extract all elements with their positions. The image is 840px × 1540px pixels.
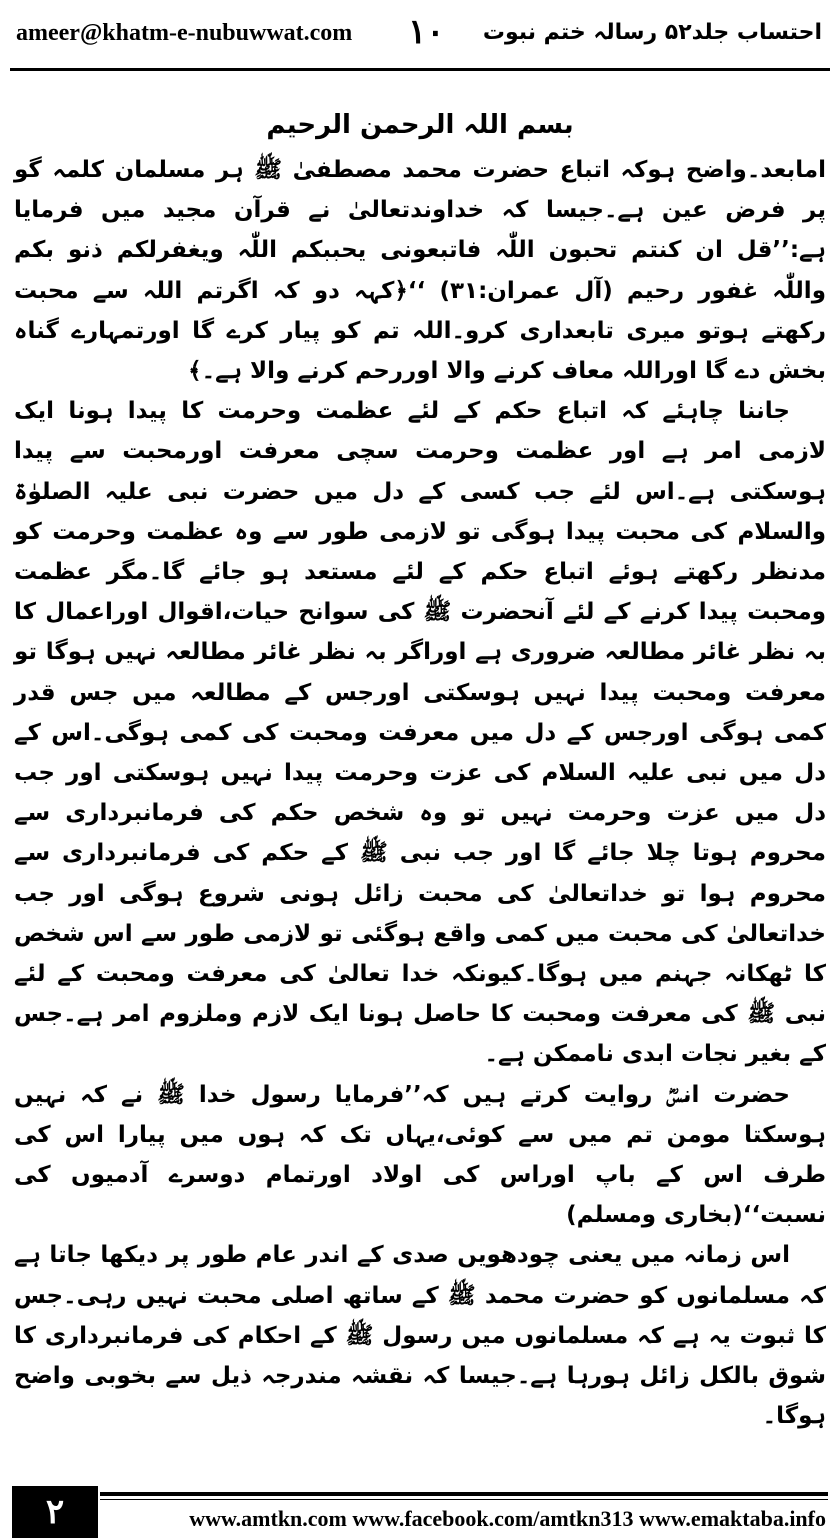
header-email: ameer@khatm-e-nubuwwat.com	[16, 20, 353, 46]
paragraph-2: جاننا چاہئے کہ اتباع حکم کے لئے عظمت وحرمت کا پیدا ہونا ایک لازمی امر ہے اور عظمت وحرمت سچی معرفت اورمحبت سے پیدا ہوسکتی ہے۔اس لئے جب کسی کے دل میں حضرت نبی علیہ الصلوٰۃ والسلام کی محبت پیدا ہوگی تو لازمی طور سے وہ عظمت وحرمت کو مدنظر رکھتے ہوئے اتباع حکم کے لئے مستعد ہو جائے گا۔مگر عظمت ومحبت پیدا کرنے کے لئے آنحضرت ﷺ کی سوانح حیات،اقوال اوراعمال کا بہ نظر غائر مطالعہ ضروری ہے اوراگر بہ نظر غائر مطالعہ نہیں ہوگا تو معرفت ومحبت پیدا نہیں ہوسکتی اورجس کے مطالعہ میں جس قدر کمی ہوگی اورجس کے دل میں معرفت ومحبت کی کمی ہوگی۔اس کے دل میں نبی علیہ السلام کی عزت وحرمت پیدا نہیں ہوسکتی اور جب دل میں عزت وحرمت نہیں تو وہ شخص حکم کی فرمانبرداری سے محروم ہوتا چلا جائے گا اور جب نبی ﷺ کے حکم کی فرمانبرداری سے محروم ہوا تو خداتعالیٰ کی محبت زائل ہونی شروع ہوگی اور جب خداتعالیٰ کی محبت میں کمی واقع ہوگئی تو لازمی طور سے اس شخص کا ٹھکانہ جہنم میں ہوگا۔کیونکہ خدا تعالیٰ کی معرفت ومحبت کے لئے نبی ﷺ کی معرفت ومحبت کا حاصل ہونا ایک لازم وملزوم امر ہے۔جس کے بغیر نجات ابدی ناممکن ہے۔	[14, 398, 826, 1068]
header-divider	[10, 68, 830, 71]
footer-divider	[100, 1492, 828, 1496]
page-footer	[0, 1482, 840, 1540]
header-page-number: ۱۰	[408, 14, 445, 51]
footer-page-number: ۲	[12, 1486, 98, 1538]
header-title: احتساب جلد۵۲ رسالہ ختم نبوت	[482, 20, 822, 45]
paragraph-1: امابعد۔واضح ہوکہ اتباع حضرت محمد مصطفیٰ ﷺ ہر مسلمان کلمہ گو پر فرض عین ہے۔جیسا کہ خداوندتعالیٰ نے قرآن مجید میں فرمایا ہے:’’قل ان کنتم تحبون اللّٰہ فاتبعونی یحببکم اللّٰہ ویغفرلکم ذنو بکم واللّٰہ غفور رحیم (آل عمران:۳۱) ‘‘﴿کہہ دو کہ اگرتم اللہ سے محبت رکھتے ہوتو میری تابعداری کرو۔اللہ تم کو پیار کرے گا اورتمہارے گناہ بخش دے گا اوراللہ معاف کرنے والا اوررحم کرنے والا ہے۔﴾	[14, 157, 826, 385]
footer-divider-thin	[100, 1499, 828, 1500]
paragraph-4: اس زمانہ میں یعنی چودھویں صدی کے اندر عام طور پر دیکھا جاتا ہے کہ مسلمانوں کو حضرت محمد ﷺ کے ساتھ اصلی محبت نہیں رہی۔جس کا ثبوت یہ ہے کہ مسلمانوں میں رسول ﷺ کے احکام کی فرمانبرداری کا شوق بالکل زائل ہورہا ہے۔جیسا کہ نقشہ مندرجہ ذیل سے بخوبی واضح ہوگا۔	[14, 1242, 826, 1430]
body-text	[14, 150, 826, 1437]
bismillah-heading: بسم اللہ الرحمن الرحیم	[266, 110, 574, 140]
footer-links: www.amtkn.com www.facebook.com/amtkn313 www.emaktaba.info	[189, 1506, 826, 1531]
paragraph-3: حضرت انسؓ روایت کرتے ہیں کہ’’فرمایا رسول خدا ﷺ نے کہ نہیں ہوسکتا مومن تم میں سے کوئی،یہاں تک کہ ہوں میں پیارا اس کی طرف اس کے باپ اوراس کی اولاد اورتمام دوسرے آدمیوں کی نسبت‘‘(بخاری ومسلم)	[14, 1081, 826, 1229]
page-header	[0, 0, 840, 72]
